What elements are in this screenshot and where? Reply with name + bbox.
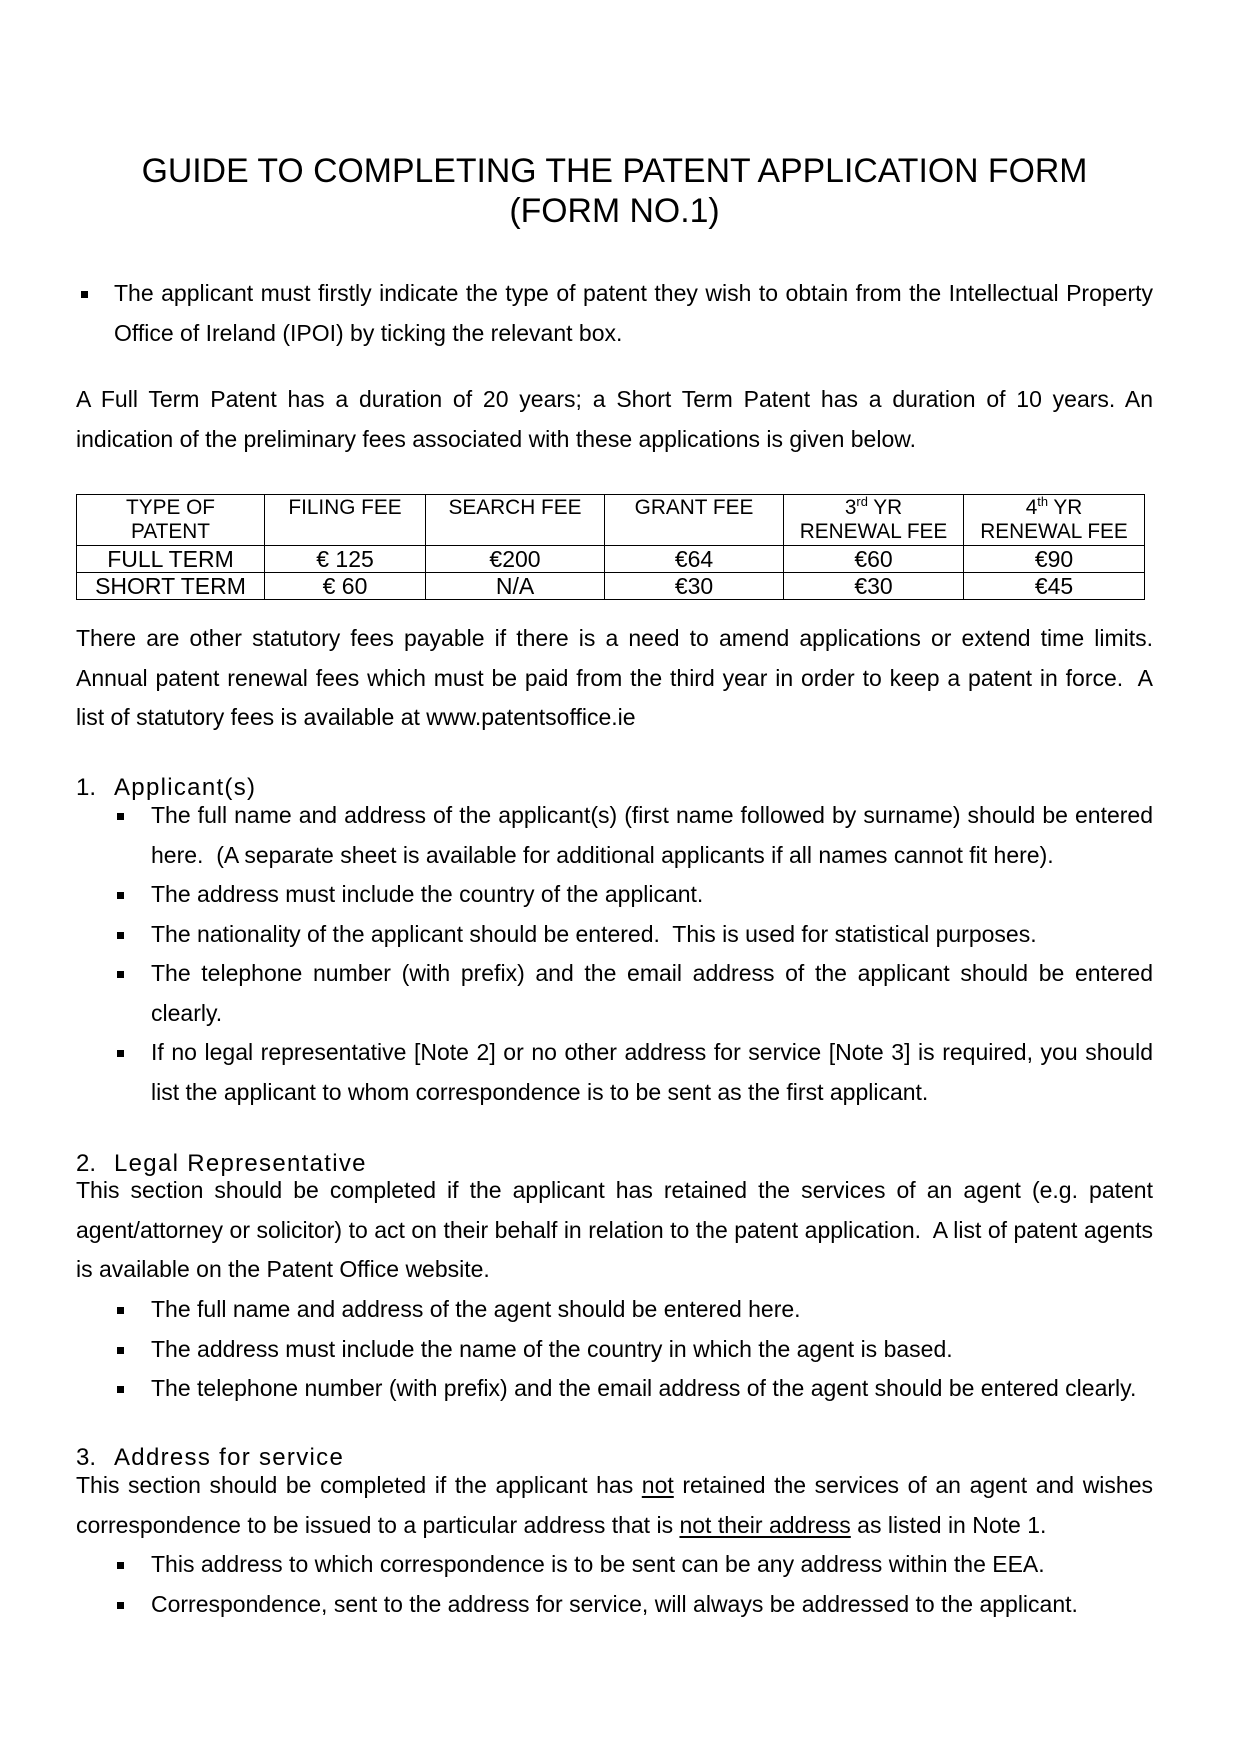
- address-for-service-bullet-list: [151, 1545, 1153, 1624]
- list-item: [151, 954, 1160, 1033]
- header-cell-search: [426, 495, 605, 546]
- header-4th-sup: th: [1037, 494, 1049, 510]
- header-4th-rest: YR: [1048, 496, 1083, 519]
- table-cell: €30: [605, 573, 784, 600]
- list-item-text: If no legal representative [Note 2] or no other address for service [Note 3] is required, you should list the applicant to whom correspondence is to be sent as the first applicant.: [151, 1039, 1160, 1105]
- list-item: [151, 1585, 1153, 1625]
- list-item: [151, 1290, 1153, 1330]
- table-cell: €200: [426, 546, 605, 573]
- intro-bullet-item: [114, 274, 1160, 353]
- section-number: 1.: [76, 774, 97, 801]
- header-3rd-line2: RENEWAL FEE: [799, 520, 948, 543]
- table-cell: €90: [964, 546, 1145, 573]
- list-item: [151, 875, 1153, 915]
- bullet-icon: [117, 1307, 124, 1314]
- intro-bullet-text: The applicant must firstly indicate the type of patent they wish to obtain from the Intellectual Property Office of Ireland (IPOI) by ticking the relevant box.: [114, 280, 1160, 346]
- header-cell-4th-renewal: [964, 495, 1145, 546]
- bullet-icon: [117, 932, 124, 939]
- bullet-icon: [117, 1562, 124, 1569]
- header-4th-line2: RENEWAL FEE: [980, 520, 1128, 543]
- header-3rd-rest: YR: [867, 496, 903, 519]
- section-number: 3.: [76, 1444, 97, 1471]
- header-cell-type: [77, 495, 265, 546]
- list-item: [151, 1369, 1153, 1409]
- bullet-icon: [117, 892, 124, 899]
- fee-table: [76, 494, 1145, 600]
- list-item: [151, 1033, 1160, 1112]
- title-line-2: (FORM NO.1): [509, 191, 720, 230]
- page-title: [76, 152, 1153, 231]
- header-cell-3rd-renewal: [784, 495, 964, 546]
- header-cell-grant: [605, 495, 784, 546]
- list-item-text: Correspondence, sent to the address for service, will always be addressed to the applicant.: [151, 1590, 1078, 1617]
- table-cell: €45: [964, 573, 1145, 600]
- table-cell: FULL TERM: [77, 546, 265, 573]
- table-cell: € 60: [265, 573, 426, 600]
- applicant-bullet-list: [151, 796, 1160, 1112]
- paragraph-part: retained the services of an agent and wishes correspondence to be issued to a particular address that is: [76, 1472, 1160, 1538]
- list-item-text: The full name and address of the applicant(s) (first name followed by surname) should be entered here. (A separate sheet is available for additional applicants if all names cannot fit here).: [151, 802, 1160, 868]
- header-3rd-num: 3: [844, 496, 857, 519]
- table-header-row: [77, 495, 1145, 546]
- bullet-icon: [81, 291, 88, 298]
- section-heading-text: Applicant(s): [114, 774, 257, 801]
- legal-representative-paragraph: This section should be completed if the applicant has retained the services of an agent (e.g. patent agent/attorney or solicitor) to act on their behalf in relation to the patent application. A list of patent agents is available on the Patent Office website.: [76, 1177, 1160, 1282]
- paragraph-underlined-part: not their address: [679, 1511, 851, 1538]
- header-type-text: TYPE OF PATENT: [126, 496, 215, 543]
- table-cell: N/A: [426, 573, 605, 600]
- header-3rd-line1: [788, 496, 959, 520]
- bullet-icon: [117, 1347, 124, 1354]
- table-row: [77, 573, 1145, 600]
- header-4th-line1: [968, 496, 1140, 520]
- paragraph-part: This section should be completed if the applicant has: [76, 1472, 642, 1498]
- list-item-text: The address must include the country of the applicant.: [151, 881, 704, 907]
- table-cell: €30: [784, 573, 964, 600]
- table-row: [77, 546, 1145, 573]
- address-for-service-paragraph: [76, 1466, 1160, 1545]
- bullet-icon: [117, 971, 124, 978]
- section-heading-text: Address for service: [114, 1444, 345, 1471]
- header-filing-text: FILING FEE: [288, 496, 402, 519]
- header-cell-filing: [265, 495, 426, 546]
- statutory-fees-paragraph: There are other statutory fees payable if there is a need to amend applications or extend time limits. Annual patent renewal fees which must be paid from the third year in order to keep a patent in force. A list of statutory fees is available at www.patentsoffice.ie: [76, 625, 1160, 730]
- title-line-1: GUIDE TO COMPLETING THE PATENT APPLICATION FORM: [141, 152, 1088, 190]
- bullet-icon: [117, 1602, 124, 1609]
- bullet-icon: [117, 1050, 124, 1057]
- legal-representative-bullet-list: [151, 1290, 1153, 1409]
- table-cell: SHORT TERM: [77, 573, 265, 600]
- table-cell: €64: [605, 546, 784, 573]
- paragraph-part: as listed in Note 1.: [850, 1511, 1047, 1538]
- table-cell: € 125: [265, 546, 426, 573]
- section-number: 2.: [76, 1150, 97, 1177]
- header-3rd-sup: rd: [856, 494, 868, 510]
- list-item-text: The telephone number (with prefix) and the email address of the applicant should be entered clearly.: [151, 960, 1160, 1026]
- list-item-text: This address to which correspondence is to be sent can be any address within the EEA.: [151, 1551, 1045, 1577]
- list-item: [151, 796, 1160, 875]
- list-item-text: The telephone number (with prefix) and the email address of the agent should be entered clearly.: [151, 1375, 1137, 1401]
- paragraph-underlined-part: not: [641, 1472, 674, 1498]
- header-search-text: SEARCH FEE: [448, 496, 582, 519]
- list-item: [151, 1330, 1153, 1370]
- list-item-text: The nationality of the applicant should be entered. This is used for statistical purposes.: [151, 920, 1037, 947]
- list-item-text: The full name and address of the agent should be entered here.: [151, 1296, 801, 1322]
- list-item-text: The address must include the name of the country in which the agent is based.: [151, 1335, 953, 1362]
- duration-paragraph: A Full Term Patent has a duration of 20 years; a Short Term Patent has a duration of 10 years. An indication of the preliminary fees associated with these applications is given below.: [76, 386, 1160, 452]
- list-item: [151, 1545, 1153, 1585]
- table-cell: €60: [784, 546, 964, 573]
- header-grant-text: GRANT FEE: [634, 496, 754, 519]
- list-item: [151, 915, 1153, 955]
- header-4th-num: 4: [1025, 496, 1038, 519]
- bullet-icon: [117, 1386, 124, 1393]
- section-heading-text: Legal Representative: [114, 1150, 367, 1177]
- bullet-icon: [117, 813, 124, 820]
